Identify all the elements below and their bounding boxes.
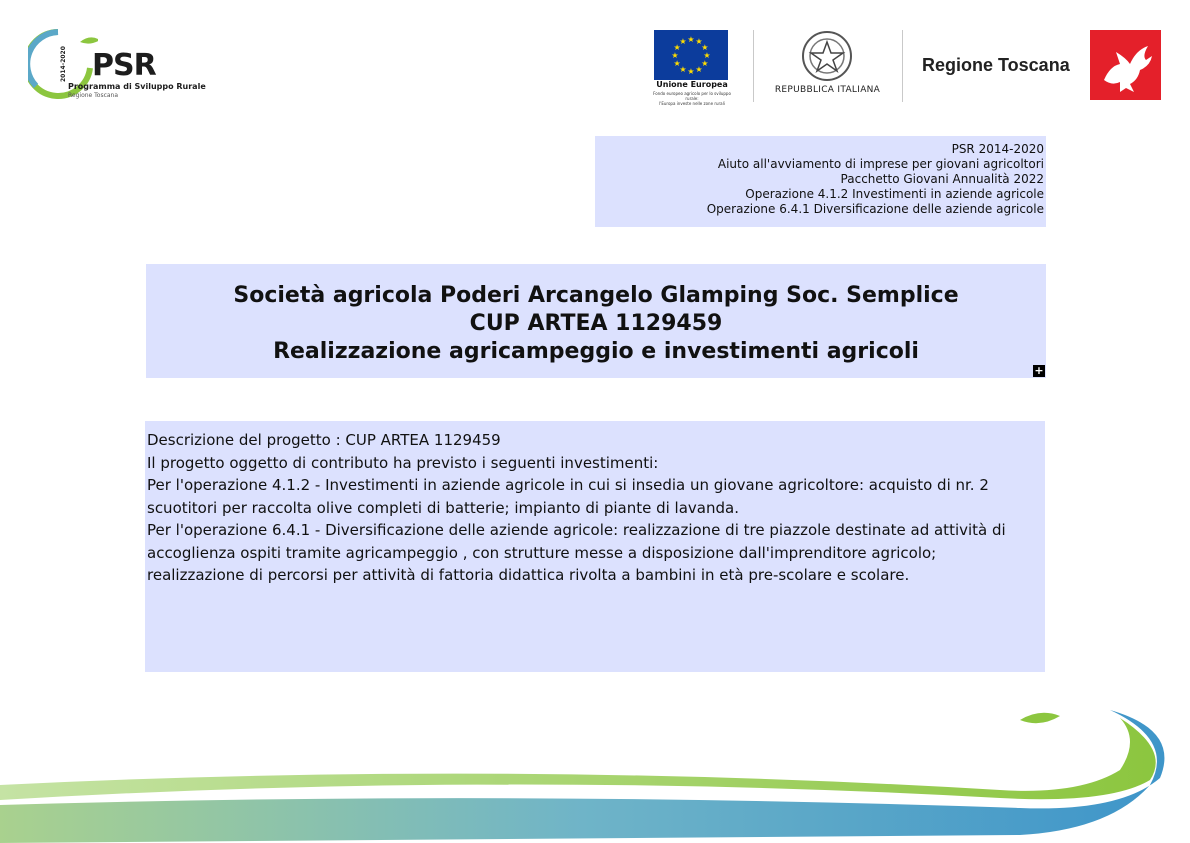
italian-emblem-icon (765, 28, 890, 84)
divider (902, 30, 903, 102)
eu-star-icon: ★ (687, 35, 695, 44)
eu-star-icon: ★ (671, 51, 679, 60)
description-line: Descrizione del progetto : CUP ARTEA 1129459 (147, 431, 501, 449)
eu-star-icon: ★ (703, 51, 711, 60)
info-line: Aiuto all'avviamento di imprese per giovani agricoltori (717, 157, 1044, 171)
eu-note (652, 91, 732, 106)
expand-button[interactable]: + (1034, 364, 1044, 377)
project-company: Società agricola Poderi Arcangelo Glamping Soc. Semplice (233, 283, 959, 308)
eu-star-icon: ★ (701, 59, 709, 68)
info-line: PSR 2014-2020 (951, 142, 1044, 156)
eu-flag-icon (654, 30, 728, 80)
psr-years: 2014-2020 (60, 46, 67, 82)
description-line: accoglienza ospiti tramite agricampeggio , con strutture messe a disposizione dall'imprenditore agricolo; (147, 543, 937, 562)
project-title-box (146, 264, 1046, 378)
divider (753, 30, 754, 102)
tuscany-name: Regione Toscana (922, 55, 1070, 75)
info-line: Pacchetto Giovani Annualità 2022 (840, 172, 1044, 186)
description-line: scuotitori per raccolta olive completi di batterie; impianto di piante di lavanda. (147, 498, 739, 517)
psr-logo (28, 28, 208, 103)
eu-star-icon: ★ (673, 59, 681, 68)
eu-logo (652, 30, 732, 105)
eu-star-icon: ★ (679, 37, 687, 47)
project-title: Realizzazione agricampeggio e investimenti agricoli (273, 339, 919, 364)
eu-note-line: Fondo europeo agricolo per lo sviluppo rurale: (653, 91, 731, 101)
psr-region: Regione Toscana (68, 92, 119, 99)
eu-star-icon: ★ (679, 64, 687, 74)
info-line: Operazione 6.4.1 Diversificazione delle aziende agricole (706, 202, 1044, 216)
eu-star-icon: ★ (695, 64, 703, 74)
psr-subtitle: Programma di Sviluppo Rurale (68, 82, 206, 91)
italy-name: REPUBBLICA ITALIANA (774, 85, 881, 95)
project-cup: CUP ARTEA 1129459 (469, 311, 723, 336)
project-description-box (145, 421, 1045, 672)
eu-star-icon: ★ (701, 43, 709, 52)
decorative-wave (0, 690, 1190, 843)
description-line: Per l'operazione 6.4.1 - Diversificazione delle aziende agricole: realizzazione di tre piazzole destinate ad attività di (147, 521, 1006, 539)
eu-star-icon: ★ (687, 67, 695, 76)
program-info-box (595, 136, 1046, 227)
eu-star-icon: ★ (695, 37, 703, 47)
eu-note-line: l'Europa investe nelle zone rurali (659, 101, 725, 106)
italy-logo (765, 28, 890, 103)
info-line: Operazione 4.1.2 Investimenti in aziende agricole (745, 187, 1044, 201)
description-line: realizzazione di percorsi per attività di fattoria didattica rivolta a bambini in età pre-scolare e scolare. (147, 566, 910, 584)
eu-star-icon: ★ (673, 43, 681, 52)
psr-title: PSR (92, 48, 156, 83)
eu-name: Unione Europea (656, 80, 728, 89)
tuscany-pegasus-icon (1090, 30, 1161, 100)
description-line: Per l'operazione 4.1.2 - Investimenti in aziende agricole in cui si insedia un giovane agricoltore: acquisto di nr. 2 (147, 476, 989, 494)
description-line: Il progetto oggetto di contributo ha previsto i seguenti investimenti: (147, 453, 659, 472)
